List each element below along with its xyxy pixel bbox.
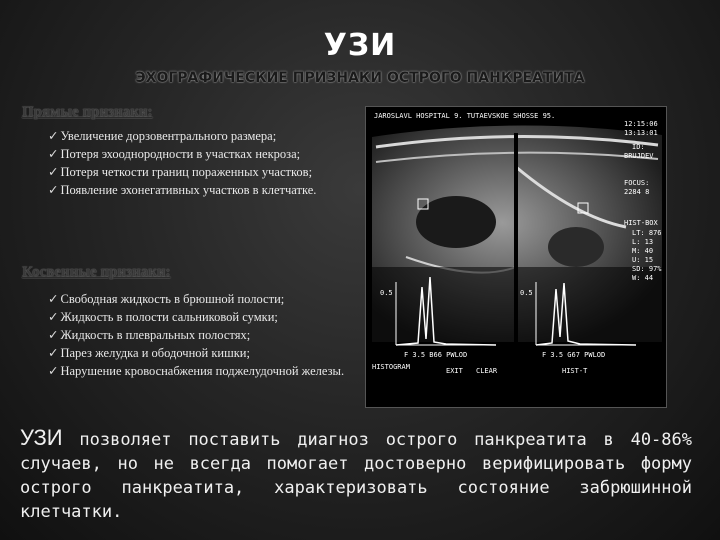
svg-text:13:13:01: 13:13:01 (624, 129, 658, 137)
list-item: ✓ Появление эхонегативных участков в клетчатке. (48, 183, 317, 197)
svg-text:F 3.5 B66 PWLOD: F 3.5 B66 PWLOD (404, 351, 468, 359)
list-item: ✓ Увеличение дорзовентрального размера; (48, 129, 277, 143)
check-icon: ✓ (48, 147, 59, 161)
list-item: ✓ Потеря четкости границ пораженных участков; (48, 165, 313, 179)
body-lead: УЗИ (20, 425, 63, 450)
check-icon: ✓ (48, 310, 59, 324)
svg-text:W: 44: W: 44 (632, 274, 654, 282)
body-text: позволяет поставить диагноз острого панкреатита в 40-86% случаев, но не всегда помогает достоверно верифицировать форму острого панкреатита, характеризовать состояние забрюшинной клетчатки. (20, 430, 692, 522)
body-paragraph (20, 426, 692, 524)
svg-text:JAROSLAVL HOSPITAL 9. TUTAEVSK: JAROSLAVL HOSPITAL 9. TUTAEVSKOE SHOSSE 95. (374, 112, 556, 120)
check-icon: ✓ (48, 364, 59, 378)
svg-text:SD: 97%: SD: 97% (632, 265, 662, 273)
check-icon: ✓ (48, 292, 59, 306)
svg-text:CLEAR: CLEAR (476, 367, 498, 375)
list-item: ✓ Нарушение кровоснабжения поджелудочной железы. (48, 364, 345, 378)
ultrasound-image (365, 106, 667, 408)
svg-text:FOCUS:: FOCUS: (624, 179, 650, 187)
svg-text:HIST-T: HIST-T (562, 367, 588, 375)
ultrasound-scan-graphic (366, 107, 666, 407)
svg-text:L: 13: L: 13 (632, 238, 654, 246)
check-icon: ✓ (48, 129, 59, 143)
check-icon: ✓ (48, 346, 59, 360)
indirect-signs-heading: Косвенные признаки: (22, 264, 171, 280)
svg-text:U: 15: U: 15 (632, 256, 654, 264)
svg-text:M: 40: M: 40 (632, 247, 654, 255)
indirect-signs-list (48, 290, 348, 380)
check-icon: ✓ (48, 183, 59, 197)
svg-text:EXIT: EXIT (446, 367, 463, 375)
list-item: ✓ Потеря эхооднородности в участках некроза; (48, 147, 301, 161)
svg-text:0.5: 0.5 (520, 289, 533, 297)
list-item: ✓ Жидкость в полости сальниковой сумки; (48, 310, 278, 324)
svg-text:ID:: ID: (632, 143, 645, 151)
svg-text:F 3.5 G67 PWLOD: F 3.5 G67 PWLOD (542, 351, 606, 359)
slide-title: УЗИ (323, 28, 397, 63)
slide-subtitle: ЭХОГРАФИЧЕСКИЕ ПРИЗНАКИ ОСТРОГО ПАНКРЕАТИТА (135, 70, 585, 86)
svg-text:0.5: 0.5 (380, 289, 393, 297)
direct-signs-heading: Прямые признаки: (22, 104, 153, 120)
check-icon: ✓ (48, 165, 59, 179)
svg-text:BRUJDEV: BRUJDEV (624, 152, 654, 160)
list-item: ✓ Жидкость в плевральных полостях; (48, 328, 251, 342)
list-item: ✓ Свободная жидкость в брюшной полости; (48, 292, 285, 306)
svg-text:HISTOGRAM: HISTOGRAM (372, 363, 410, 371)
list-item: ✓ Парез желудка и ободочной кишки; (48, 346, 250, 360)
direct-signs-list (48, 127, 356, 199)
svg-text:12:15:06: 12:15:06 (624, 120, 658, 128)
svg-text:2284 8: 2284 8 (624, 188, 650, 196)
check-icon: ✓ (48, 328, 59, 342)
svg-text:LT: 876: LT: 876 (632, 229, 662, 237)
svg-text:HIST-BOX: HIST-BOX (624, 219, 658, 227)
